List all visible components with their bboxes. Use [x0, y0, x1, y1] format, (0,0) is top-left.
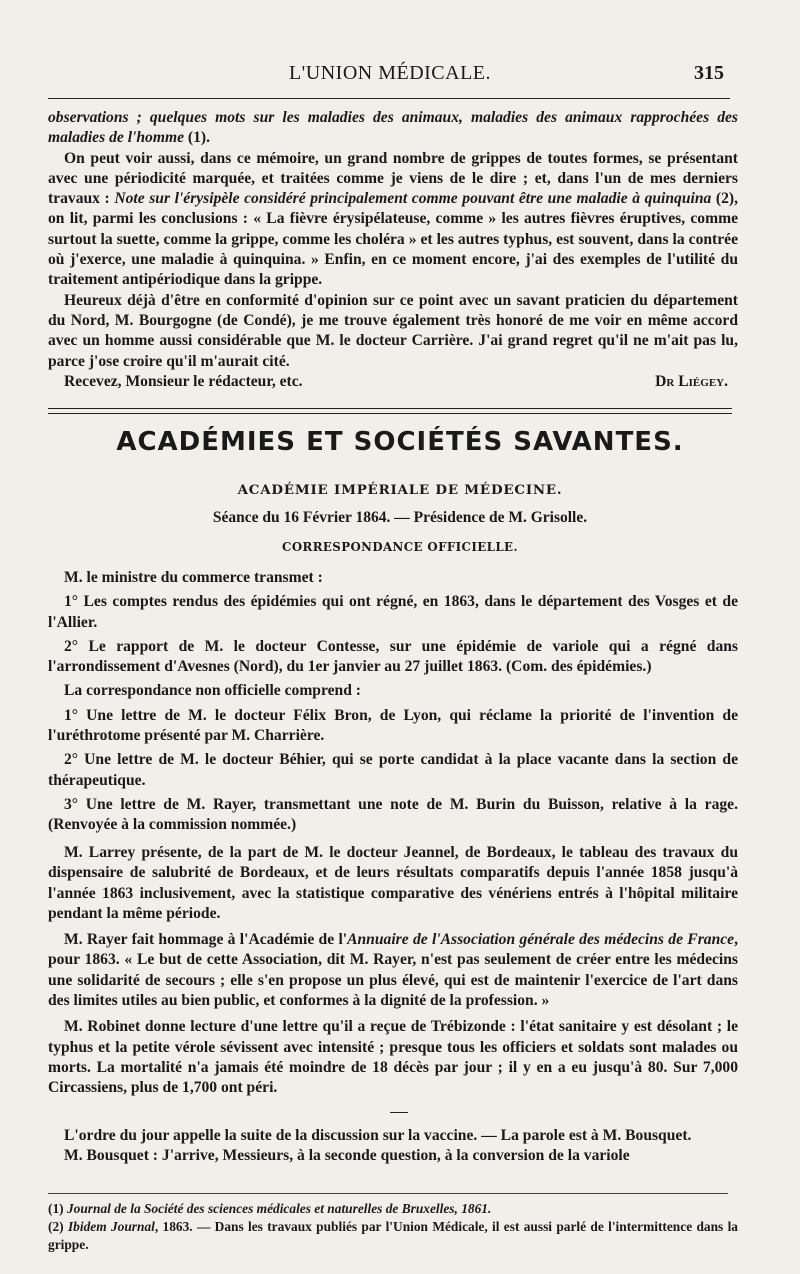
unofficial-item-2: 2° Une lettre de M. le docteur Béhier, qui se porte candidat à la place vacante dans la section de thérapeutique. — [48, 751, 738, 789]
intro-paragraph-1 — [48, 108, 738, 149]
intro-p2: On peut voir aussi, dans ce mémoire, un grand nombre de grippes de toutes formes, se présentant avec une périodicité marquée, et traitées comme je viens de le dire ; et, dans l'un de mes derniers travaux : — [48, 149, 738, 208]
unofficial-item-1: 1° Une lettre de M. le docteur Félix Bron, de Lyon, qui réclame la priorité de l'invention de l'uréthrotome présenté par M. Charrière. — [48, 706, 738, 745]
page-number: 315 — [694, 62, 724, 84]
rayer-text-a: M. Rayer fait hommage à l'Académie de l' — [64, 931, 348, 949]
footnote-2-italic: Ibidem Journal — [63, 1219, 155, 1234]
header-rule — [48, 98, 730, 99]
footnote-1-number: (1) — [48, 1201, 64, 1216]
footnote-rule — [48, 1193, 728, 1194]
separator-dash — [390, 1112, 408, 1113]
page-header — [48, 60, 732, 94]
correspondence-body — [48, 568, 738, 836]
correspondence-title: CORRESPONDANCE OFFICIELLE. — [282, 540, 518, 554]
proceedings-body — [48, 843, 738, 1099]
bousquet-paragraph: M. Bousquet : J'arrive, Messieurs, à la seconde question, à la conversion de la variole — [64, 1147, 630, 1165]
robinet-paragraph: M. Robinet donne lecture d'une lettre qu'il a reçue de Trébizonde : l'état sanitaire y est désolant ; le typhus et la petite vérole sévissent avec intensité ; presque tous les officiers et soldats sont malades ou morts. La mortalité n'a jamais été moindre de 18 décès par jour ; il y en a eu jusqu'à 80. Sur 7,000 Circassiens, plus de 1,700 ont péri. — [48, 1018, 738, 1097]
footnote-2-number: (2) — [48, 1219, 64, 1234]
closing-text: Recevez, Monsieur le rédacteur, etc. — [64, 372, 303, 390]
running-title: L'UNION MÉDICALE. — [288, 62, 492, 84]
larrey-paragraph: M. Larrey présente, de la part de M. le docteur Jeannel, de Bordeaux, le tableau des travaux du dispensaire de salubrité de Bordeaux, et de leurs résultats comparatifs depuis l'année 1858 jusqu'à l'année 1863 inclusivement, avec la statistique comparative des vénériens entrés à l'hôpital militaire pendant la même période. — [48, 844, 738, 922]
footnote-1-text: Journal de la Société des sciences médicales et naturelles de Bruxelles, 1861. — [63, 1201, 492, 1216]
intro-italic: observations ; quelques mots sur les maladies des animaux, maladies des animaux rapprochées des maladies de l'homme — [48, 109, 738, 147]
official-item-2: 2° Le rapport de M. le docteur Contesse, sur une épidémie de variole qui a régné dans l'arrondissement d'Avesnes (Nord), du 1er janvier au 27 juillet 1863. (Com. des épidémies.) — [48, 637, 738, 676]
academy-title: ACADÉMIE IMPÉRIALE DE MÉDECINE. — [237, 482, 563, 498]
signature: Dr Liégey. — [655, 372, 728, 390]
rayer-text-b: , pour 1863. « Le but de cette Association, dit M. Rayer, n'est pas seulement de créer entre les médecins une solidarité de secours ; elle s'en propose un plus élevé, qui est de maintenir l'exercice de l'art dans des limites utiles au bien public, et conformes à la dignité de la profession. » — [48, 931, 738, 1010]
unofficial-intro: La correspondance non officielle comprend : — [64, 682, 361, 700]
rayer-paragraph — [48, 930, 738, 1011]
footnotes — [48, 1200, 738, 1254]
footnote-2-text: , 1863. — Dans les travaux publiés par l'Union Médicale, il est aussi parlé de l'intermittence dans la grippe. — [48, 1219, 738, 1252]
intro-p2-italic: Note sur l'érysipèle considéré principalement comme pouvant être une maladie à quinquina — [109, 190, 712, 208]
signoff-line — [48, 372, 738, 392]
minister-line: M. le ministre du commerce transmet : — [64, 569, 323, 586]
section-double-rule — [48, 408, 732, 414]
footnote-1 — [48, 1200, 738, 1218]
footnote-2 — [48, 1218, 738, 1254]
discussion-body — [48, 1126, 738, 1167]
rayer-italic: Annuaire de l'Association générale des médecins de France — [347, 931, 735, 949]
intro-p2-rest: (2), on lit, parmi les conclusions : « La fièvre érysipélateuse, comme » les autres fièvres éruptives, comme surtout la suette, comme la grippe, comme les choléra » et les autres typhus, est souvent, dans la contrée où j'exerce, une maladie à quinquina. » Enfin, en ce moment encore, j'ai des exemples de l'utilité du traitement antipériodique dans la grippe. — [48, 190, 738, 289]
intro-paragraph-3: Heureux déjà d'être en conformité d'opinion sur ce point avec un savant praticien du département du Nord, M. Bourgogne (de Condé), je me trouve également très honoré de me voir en même accord avec un homme aussi considérable que M. le docteur Carrière. J'ai grand regret qu'il ne m'ait pas lu, parce j'ose croire qu'il m'aurait cité. — [48, 291, 738, 370]
official-item-1: 1° Les comptes rendus des épidémies qui ont régné, en 1863, dans le département des Vosges et de l'Allier. — [48, 593, 738, 631]
intro-note: (1). — [184, 129, 210, 147]
order-paragraph: L'ordre du jour appelle la suite de la discussion sur la vaccine. — La parole est à M. Bousquet. — [64, 1127, 692, 1144]
intro-text — [48, 108, 738, 392]
section-title: ACADÉMIES ET SOCIÉTÉS SAVANTES. — [116, 427, 684, 457]
unofficial-item-3: 3° Une lettre de M. Rayer, transmettant une note de M. Burin du Buisson, relative à la rage. (Renvoyée à la commission nommée.) — [48, 795, 738, 834]
intro-paragraph-2 — [48, 149, 738, 291]
session-line: Séance du 16 Février 1864. — Présidence de M. Grisolle. — [212, 509, 588, 526]
